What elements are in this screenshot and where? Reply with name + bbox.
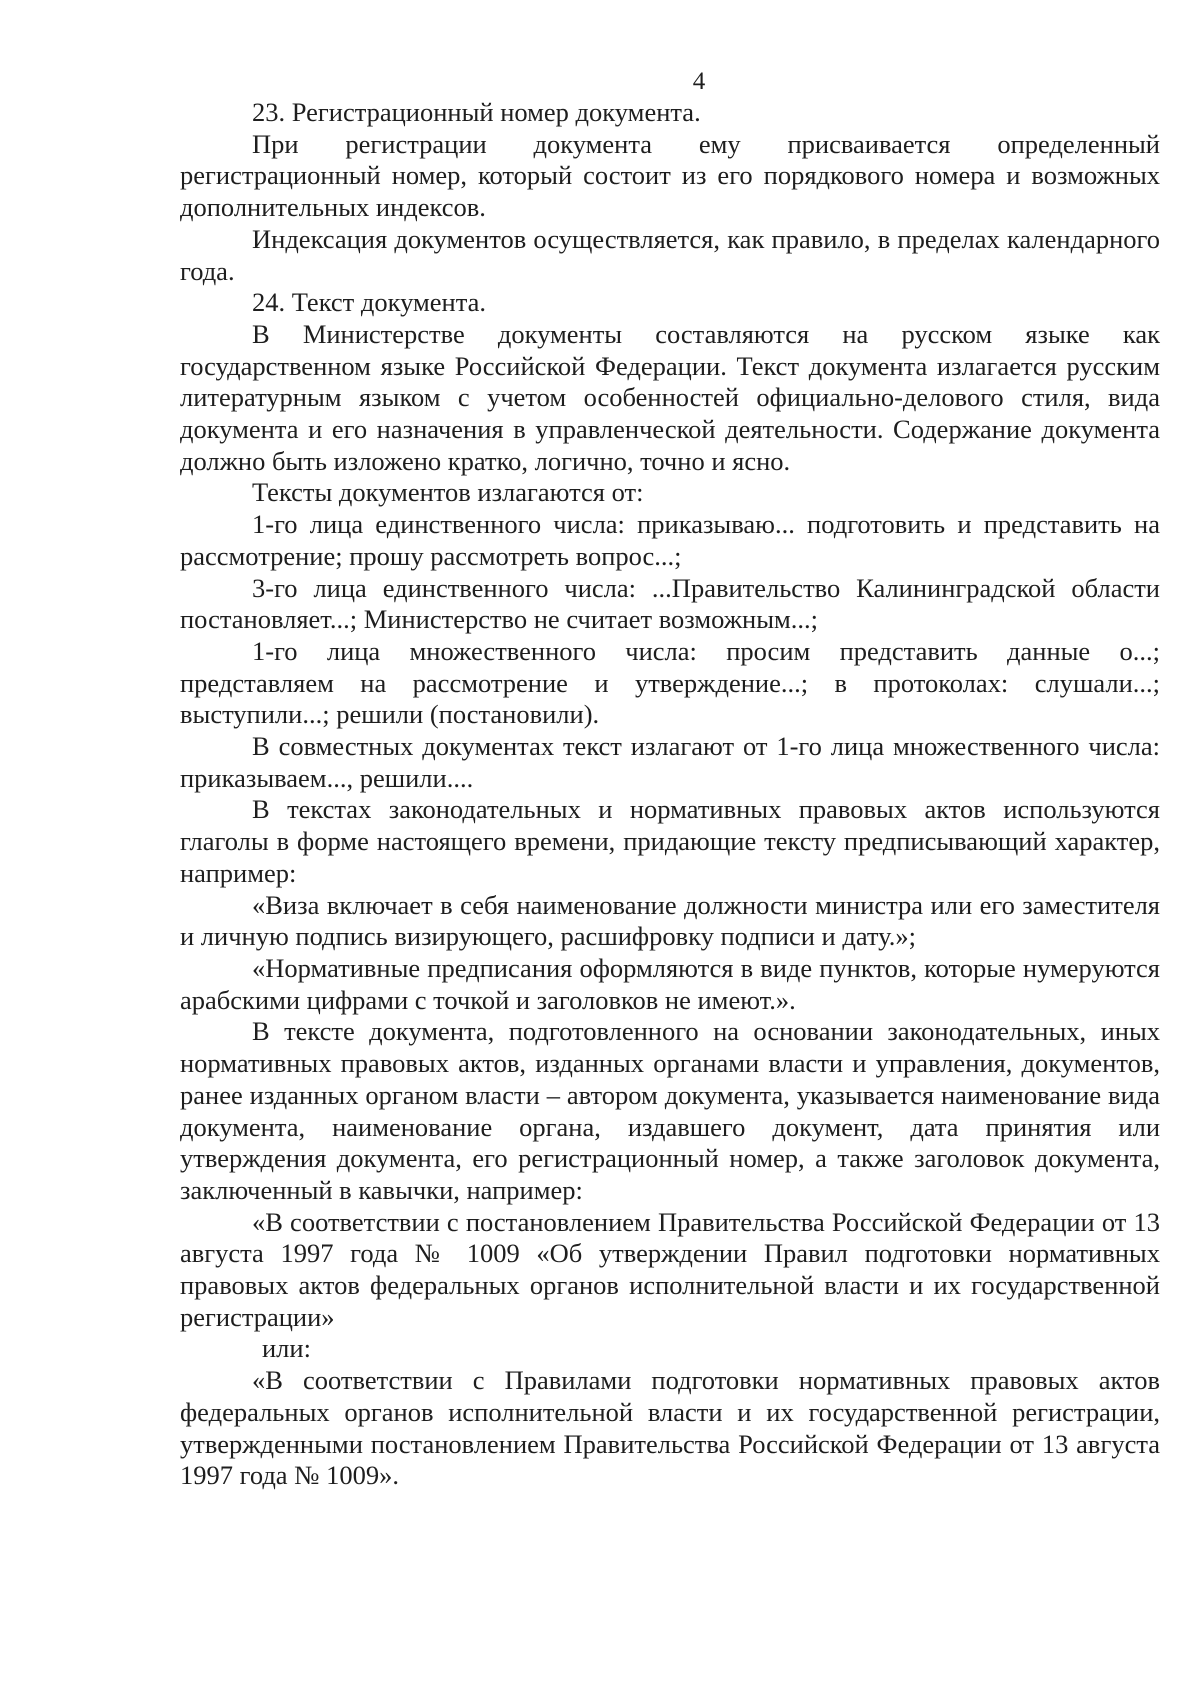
paragraph: 3-го лица единственного числа: ...Правительство Калининградской области постановляет...; Министерство не считает возможным...;: [180, 572, 1160, 635]
paragraph: 1-го лица единственного числа: приказываю... подготовить и представить на рассмотрение; прошу рассмотреть вопрос...;: [180, 509, 1160, 571]
paragraph: В текстах законодательных и нормативных правовых актов используются глаголы в форме настоящего времени, придающие тексту предписывающий характер, например:: [180, 794, 1160, 888]
quote-paragraph: «В соответствии с постановлением Правительства Российской Федерации от 13 августа 1997 года № 1009 «Об утверждении Правил подготовки нормативных правовых актов федеральных органов исполнительной власти и их государственной регистрации»: [180, 1206, 1160, 1332]
or-line: или:: [262, 1333, 311, 1364]
paragraph: Индексация документов осуществляется, как правило, в пределах календарного года.: [180, 223, 1160, 286]
paragraph: В тексте документа, подготовленного на основании законодательных, иных нормативных правовых актов, изданных органами власти и управления, документов, ранее изданных органом власти – автором документа, указывается наименование вида документа, наименование органа, издавшего документ, дата принятия или утверждения документа, его регистрационный номер, а также заголовок документа, заключенный в кавычки, например:: [180, 1016, 1160, 1205]
paragraph: При регистрации документа ему присваивается определенный регистрационный номер, который состоит из его порядкового номера и возможных дополнительных индексов.: [180, 128, 1160, 223]
section-heading-23: 23. Регистрационный номер документа.: [252, 97, 701, 127]
quote-paragraph: «В соответствии с Правилами подготовки нормативных правовых актов федеральных органов исполнительной власти и их государственной регистрации, утвержденными постановлением Правительства Российской Федерации от 13 августа 1997 года № 1009».: [180, 1365, 1160, 1491]
quote-paragraph: «Нормативные предписания оформляются в виде пунктов, которые нумеруются арабскими цифрами с точкой и заголовков не имеют.».: [180, 952, 1160, 1015]
document-body: [180, 97, 1160, 1492]
paragraph: В совместных документах текст излагают от 1-го лица множественного числа: приказываем..., решили....: [180, 731, 1160, 793]
paragraph: Тексты документов излагаются от:: [252, 477, 644, 508]
paragraph: 1-го лица множественного числа: просим представить данные о...; представляем на рассмотрение и утверждение...; в протоколах: слушали...; выступили...; решили (постановили).: [180, 635, 1160, 730]
quote-paragraph: «Виза включает в себя наименование должности министра или его заместителя и личную подпись визирующего, расшифровку подписи и дату.»;: [180, 889, 1160, 952]
paragraph: В Министерстве документы составляются на русском языке как государственном языке Российской Федерации. Текст документа излагается русским литературным языком с учетом особенностей официально-делового стиля, вида документа и его назначения в управленческой деятельности. Содержание документа должно быть изложено кратко, логично, точно и ясно.: [180, 318, 1160, 476]
section-heading-24: 24. Текст документа.: [252, 287, 487, 318]
page-number: 4: [692, 68, 706, 95]
